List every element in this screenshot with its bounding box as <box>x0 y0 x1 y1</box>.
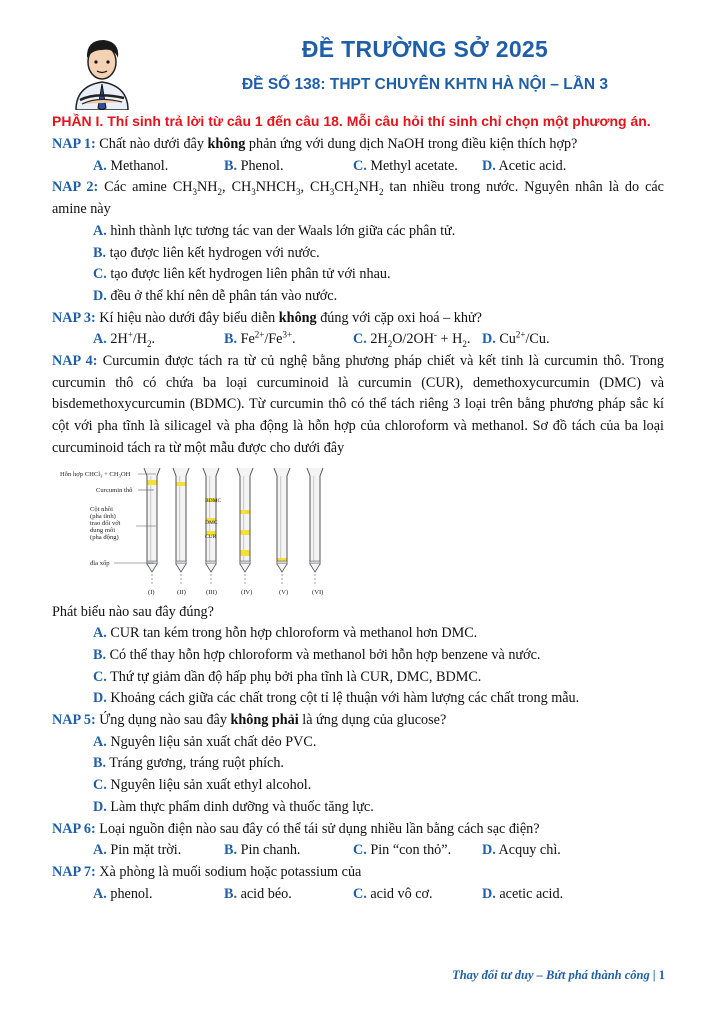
option-text: Pin chanh. <box>237 842 301 859</box>
subscript: 3 <box>192 187 198 198</box>
question-text: CH <box>334 179 354 196</box>
option-letter: D. <box>482 157 496 174</box>
option-d <box>52 688 664 710</box>
option-b <box>224 840 353 862</box>
band-label-cur: CUR <box>205 533 217 540</box>
label-column: trao đổi với <box>90 519 121 527</box>
column-band <box>241 530 250 535</box>
question-emphasis: không <box>278 309 317 326</box>
column-label-2: (II) <box>177 588 186 596</box>
option-text: . <box>292 331 296 348</box>
option-text: O/2OH <box>392 331 434 348</box>
column-2 <box>173 468 189 584</box>
option-text: 2H <box>366 331 388 348</box>
superscript: 3+ <box>282 329 293 340</box>
options-row <box>52 329 664 351</box>
label-disc: đĩa xốp <box>90 559 110 567</box>
option-text: . <box>151 331 155 348</box>
question-text: , CH <box>222 179 252 196</box>
footer-separator: | <box>649 968 659 982</box>
option-c <box>52 264 664 286</box>
question-text: Kí hiệu nào dưới đây biểu diễn <box>95 309 279 326</box>
option-b <box>52 645 664 667</box>
porous-disc <box>240 561 250 564</box>
options-row <box>52 884 664 906</box>
option-text: 2H <box>106 331 128 348</box>
option-letter: C. <box>353 157 367 174</box>
option-letter: C. <box>93 777 107 794</box>
option-letter: B. <box>93 646 107 663</box>
question-4 <box>52 351 664 460</box>
question-text: là ứng dụng của glucose? <box>298 712 447 729</box>
option-c <box>353 329 482 351</box>
option-b <box>224 156 353 178</box>
column-highlight <box>280 476 281 562</box>
subscript: 2 <box>462 339 467 350</box>
question-text: Các amine CH <box>98 179 193 196</box>
option-letter: C. <box>93 668 107 685</box>
option-letter: A. <box>93 733 107 750</box>
option-letter: D. <box>93 287 107 304</box>
question-6 <box>52 819 664 841</box>
column-diagram-svg <box>60 466 340 600</box>
option-letter: A. <box>93 331 107 348</box>
column-highlight <box>179 476 180 562</box>
superscript: + <box>127 329 133 340</box>
option-c <box>52 667 664 689</box>
option-a <box>52 623 664 645</box>
column-tube <box>274 468 290 564</box>
label-column: Cột nhồi <box>90 505 113 513</box>
option-b <box>224 329 353 351</box>
band-label-bdmc: BDMC <box>205 497 222 504</box>
page-header <box>0 0 714 110</box>
question-3 <box>52 308 664 330</box>
option-b <box>224 884 353 906</box>
porous-disc <box>147 561 157 564</box>
option-text: Khoảng cách giữa các chất trong cột tỉ lệ thuận với hàm lượng các chất trong mẫu. <box>106 690 580 707</box>
question-text: NH <box>197 179 218 196</box>
option-text: Nguyên liệu sản xuất chất dẻo PVC. <box>106 733 317 750</box>
question-emphasis: không phải <box>230 712 299 729</box>
column-outlet <box>147 564 157 572</box>
option-d <box>482 884 563 906</box>
column-outlet <box>176 564 186 572</box>
option-d <box>52 286 664 308</box>
column-tube <box>307 468 323 564</box>
option-text: Methyl acetate. <box>366 157 458 174</box>
option-text: /Cu. <box>525 331 550 348</box>
option-text: Pin mặt trời. <box>106 842 182 859</box>
option-a <box>93 840 224 862</box>
column-3 <box>203 468 219 584</box>
question-label: NAP 7: <box>52 863 96 880</box>
option-a <box>93 329 224 351</box>
option-d <box>482 329 550 351</box>
option-letter: B. <box>224 842 238 859</box>
option-text: hình thành lực tương tác van der Waals lớn giữa các phân tử. <box>106 222 456 239</box>
column-outlet <box>240 564 250 572</box>
option-text: tạo được liên kết hydrogen liên phân tử với nhau. <box>106 266 391 283</box>
page-number: 1 <box>658 968 665 982</box>
option-text: + H <box>436 331 463 348</box>
option-text: CUR tan kém trong hỗn hợp chloroform và methanol hơn DMC. <box>106 625 478 642</box>
label-mix: Hỗn hợp CHCl₃ + CH₃OH <box>60 470 131 478</box>
column-tube <box>237 468 253 564</box>
option-letter: D. <box>482 331 496 348</box>
question-text: NH <box>358 179 379 196</box>
option-d <box>482 156 566 178</box>
column-highlight <box>150 476 151 562</box>
option-text: Acquy chì. <box>495 842 561 859</box>
band-label-dmc: DMC <box>205 519 218 526</box>
option-letter: C. <box>353 331 367 348</box>
option-text: acid béo. <box>237 885 292 902</box>
superscript: - <box>433 329 437 340</box>
question-text: phản ứng với dung dịch NaOH trong điều kiện thích hợp? <box>245 136 578 152</box>
column-outlet <box>277 564 287 572</box>
superscript: 2+ <box>254 329 265 340</box>
question-1 <box>52 134 664 156</box>
option-letter: C. <box>353 885 367 902</box>
subscript: 2 <box>217 187 223 198</box>
column-5 <box>274 468 290 584</box>
column-label-3: (III) <box>206 588 217 596</box>
option-text: phenol. <box>106 885 153 902</box>
question-label: NAP 1: <box>52 136 96 152</box>
option-letter: A. <box>93 885 107 902</box>
question-label: NAP 3: <box>52 309 96 326</box>
option-b <box>52 753 664 775</box>
option-text: Methanol. <box>106 157 169 174</box>
column-label-4: (IV) <box>241 588 253 596</box>
option-text: tạo được liên kết hydrogen với nước. <box>106 244 320 261</box>
question-text: đúng với cặp oxi hoá – khử? <box>316 309 482 326</box>
option-letter: C. <box>93 266 107 283</box>
question-label: NAP 6: <box>52 820 96 837</box>
question-text: NHCH <box>255 179 296 196</box>
column-highlight <box>243 476 244 562</box>
options-row <box>52 156 664 178</box>
column-label-6: (VI) <box>312 588 324 596</box>
column-tube <box>203 468 219 564</box>
question-text: Loại nguồn điện nào sau đây có thể tái sử dụng nhiều lần bằng cách sạc điện? <box>95 820 540 837</box>
option-text: acid vô cơ. <box>366 885 433 902</box>
option-letter: B. <box>93 244 107 261</box>
chromatography-diagram <box>60 466 340 600</box>
options-row <box>52 840 664 862</box>
question-text: , CH <box>300 179 330 196</box>
option-letter: A. <box>93 842 107 859</box>
label-column: (pha tĩnh) <box>90 512 116 520</box>
question-label: NAP 5: <box>52 712 96 729</box>
porous-disc <box>176 561 186 564</box>
option-text: Pin “con thỏ”. <box>366 842 452 859</box>
option-d <box>52 797 664 819</box>
columns-group <box>144 468 323 584</box>
footer-slogan: Thay đổi tư duy – Bứt phá thành công <box>452 968 650 982</box>
option-c <box>52 775 664 797</box>
question-text: Xà phòng là muối sodium hoặc potassium của <box>95 863 362 880</box>
question-emphasis: không <box>207 136 246 152</box>
option-letter: C. <box>353 842 367 859</box>
option-letter: A. <box>93 157 107 174</box>
subscript: 3 <box>251 187 256 198</box>
porous-disc <box>310 561 320 564</box>
option-text: /H <box>132 331 147 348</box>
column-band <box>241 510 250 514</box>
question-text: tan nhiều trong nước. Nguyên nhân là do các amine này <box>52 179 664 218</box>
label-column: (pha động) <box>90 533 119 541</box>
option-text: . <box>466 331 471 348</box>
page-footer <box>430 968 665 983</box>
question-text: Chất nào dưới đây <box>95 136 208 152</box>
column-6 <box>307 468 323 584</box>
superscript: 2+ <box>515 329 526 340</box>
question-text: Ứng dụng nào sau đây <box>95 712 231 729</box>
option-text: Nguyên liệu sản xuất ethyl alcohol. <box>106 777 312 794</box>
subscript: 2 <box>378 187 384 198</box>
option-text: Có thể thay hỗn hợp chloroform và methanol bởi hỗn hợp benzene và nước. <box>106 646 541 663</box>
option-text: đều ở thể khí nên dễ phân tán vào nước. <box>106 287 338 304</box>
column-highlight <box>313 476 314 562</box>
label-column: dung môi <box>90 526 116 534</box>
question-label: NAP 2: <box>52 179 99 196</box>
option-letter: B. <box>224 885 238 902</box>
column-label-5: (V) <box>279 588 289 596</box>
exam-content <box>52 110 664 905</box>
option-letter: B. <box>93 755 107 772</box>
subscript: 3 <box>295 187 301 198</box>
section-heading: PHẦN I. Thí sinh trả lời từ câu 1 đến câu 18. Mỗi câu hỏi thí sinh chỉ chọn một phương án. <box>52 113 651 129</box>
column-label-1: (I) <box>148 588 155 596</box>
column-4 <box>237 468 253 584</box>
option-text: Acetic acid. <box>495 157 567 174</box>
column-band <box>177 482 186 486</box>
option-text: /Fe <box>264 331 283 348</box>
option-text: Cu <box>495 331 516 348</box>
option-letter: D. <box>482 885 496 902</box>
option-letter: B. <box>224 331 238 348</box>
option-text: acetic acid. <box>495 885 564 902</box>
option-a <box>93 156 224 178</box>
option-letter: D. <box>93 690 107 707</box>
column-outlet <box>310 564 320 572</box>
question-2 <box>52 177 664 220</box>
option-a <box>93 884 224 906</box>
option-letter: D. <box>93 798 107 815</box>
column-outlet <box>206 564 216 572</box>
subscript: 2 <box>146 339 152 350</box>
column-band <box>148 480 157 485</box>
option-letter: A. <box>93 222 107 239</box>
subscript: 3 <box>329 187 335 198</box>
teacher-avatar-icon <box>66 28 138 110</box>
subscript: 2 <box>353 187 359 198</box>
page-title: ĐỀ TRƯỜNG SỞ 2025 <box>301 36 549 62</box>
question-7 <box>52 862 664 884</box>
question-5 <box>52 710 664 732</box>
label-crude: Curcumin thô <box>96 486 133 494</box>
option-letter: B. <box>224 157 238 174</box>
option-a <box>52 221 664 243</box>
option-d <box>482 840 561 862</box>
option-text: Fe <box>237 331 255 348</box>
option-a <box>52 732 664 754</box>
option-b <box>52 243 664 265</box>
page-subtitle: ĐỀ SỐ 138: THPT CHUYÊN KHTN HÀ NỘI – LẦN 3 <box>241 76 609 93</box>
column-band <box>241 550 250 556</box>
option-text: Phenol. <box>237 157 284 174</box>
option-c <box>353 840 482 862</box>
option-text: Thứ tự giảm dần độ hấp phụ bởi pha tĩnh là CUR, DMC, BDMC. <box>106 668 482 685</box>
porous-disc <box>206 561 216 564</box>
option-text: Tráng gương, tráng ruột phích. <box>106 755 284 772</box>
question-label: NAP 4: <box>52 353 98 370</box>
question-text: Curcumin được tách ra từ củ nghệ bằng phương pháp chiết và kết tinh là curcumin thô. Trong curcumin thô có chứa ba loại curcuminoid là curcumin (CUR), demethoxycurcumin (DMC) và bisdemethoxycurcumin (BDMC). Từ curcumin thô có thể tách riêng 3 loại trên bằng phương pháp sắc kí cột với pha tĩnh là silicagel và pha động là hỗn hợp của chloroform và methanol. Sơ đồ tách của ba loại curcuminoid tách ra từ một mẫu được cho dưới đây <box>52 353 664 456</box>
question-prompt: Phát biểu nào sau đây đúng? <box>52 603 214 620</box>
option-letter: D. <box>482 842 496 859</box>
porous-disc <box>277 561 287 564</box>
option-c <box>353 884 482 906</box>
subscript: 2 <box>387 339 393 350</box>
option-text: Làm thực phẩm dinh dưỡng và thuốc tăng lực. <box>106 798 374 815</box>
option-c <box>353 156 482 178</box>
option-letter: A. <box>93 625 107 642</box>
